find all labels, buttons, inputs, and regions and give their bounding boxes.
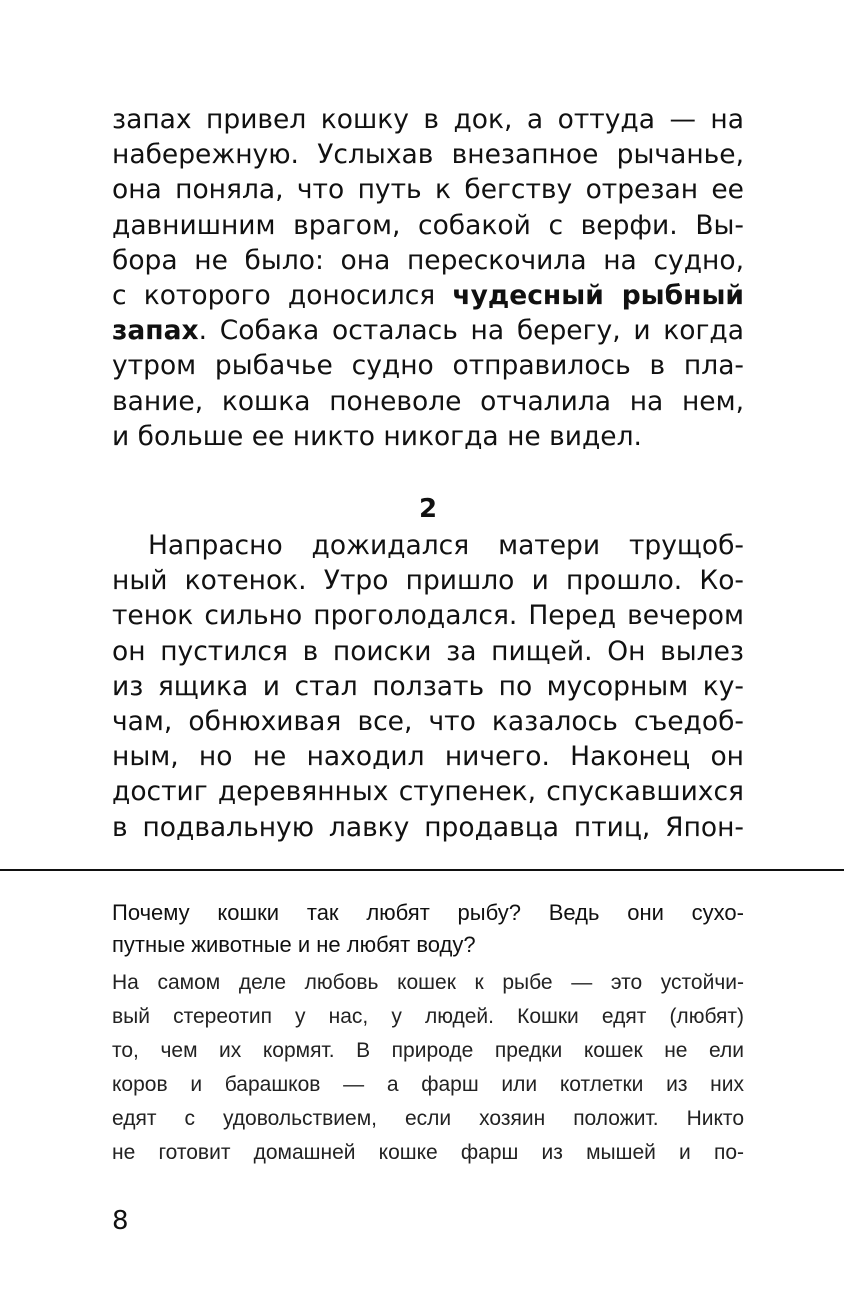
text-line: то, чем их кормят. В природе предки кошек не ели <box>112 1039 744 1062</box>
text-line <box>112 278 744 313</box>
text-line: из ящика и стал ползать по мусорным ку- <box>112 670 744 702</box>
story-paragraph <box>112 102 744 454</box>
chapter-number: 2 <box>418 494 438 524</box>
text-fragment: с которого доносился <box>112 279 453 311</box>
text-line: Напрасно дожидался матери трущоб- <box>148 530 744 561</box>
text-line: достиг деревянных ступенек, спускавшихся <box>112 776 744 808</box>
text-line: в подвальную лавку продавца птиц, Япон- <box>112 811 744 843</box>
text-line: она поняла, что путь к бегству отрезан ее <box>112 174 744 206</box>
text-line <box>112 313 744 348</box>
text-line: утром рыбачье судно отправилось в пла- <box>112 350 744 382</box>
text-line: набережную. Услыхав внезапное рычанье, <box>112 139 744 171</box>
text-line: запах привел кошку в док, а оттуда — на <box>112 104 744 135</box>
sidebar-answer <box>112 966 744 1170</box>
text-line: коров и барашков — а фарш или котлетки из них <box>112 1073 744 1096</box>
sidebar-question <box>112 897 744 961</box>
bold-phrase: чудесный рыбный <box>452 279 744 311</box>
text-line: тенок сильно проголодался. Перед вечером <box>112 600 744 632</box>
text-fragment: . Собака осталась на берегу, и когда <box>198 315 744 347</box>
page-number: 8 <box>112 1206 129 1236</box>
text-line: он пустился в поиски за пищей. Он вылез <box>112 635 744 667</box>
text-line: ным, но не находил ничего. Наконец он <box>112 741 744 773</box>
text-line: бора не было: она перескочила на судно, <box>112 244 744 276</box>
text-line: На самом деле любовь кошек к рыбе — это устойчи- <box>112 971 744 994</box>
bold-phrase: запах <box>112 315 199 347</box>
text-line: вый стереотип у нас, у людей. Кошки едят (любят) <box>112 1005 744 1028</box>
story-paragraph <box>112 528 744 845</box>
text-line: не готовит домашней кошке фарш из мышей и по- <box>112 1141 744 1164</box>
text-line: вание, кошка поневоле отчалила на нем, <box>112 385 744 417</box>
text-line: и больше ее никто никогда не видел. <box>112 420 642 452</box>
text-line: ный котенок. Утро пришло и прошло. Ко- <box>112 565 744 597</box>
text-line: чам, обнюхивая все, что казалось съедоб- <box>112 705 744 737</box>
text-line: путные животные и не любят воду? <box>112 932 476 957</box>
text-line: Почему кошки так любят рыбу? Ведь они сухо- <box>112 900 744 925</box>
sidebar-divider <box>0 869 844 871</box>
text-line: едят с удовольствием, если хозяин положит. Никто <box>112 1107 744 1130</box>
text-line: давнишним врагом, собакой с верфи. Вы- <box>112 209 744 241</box>
